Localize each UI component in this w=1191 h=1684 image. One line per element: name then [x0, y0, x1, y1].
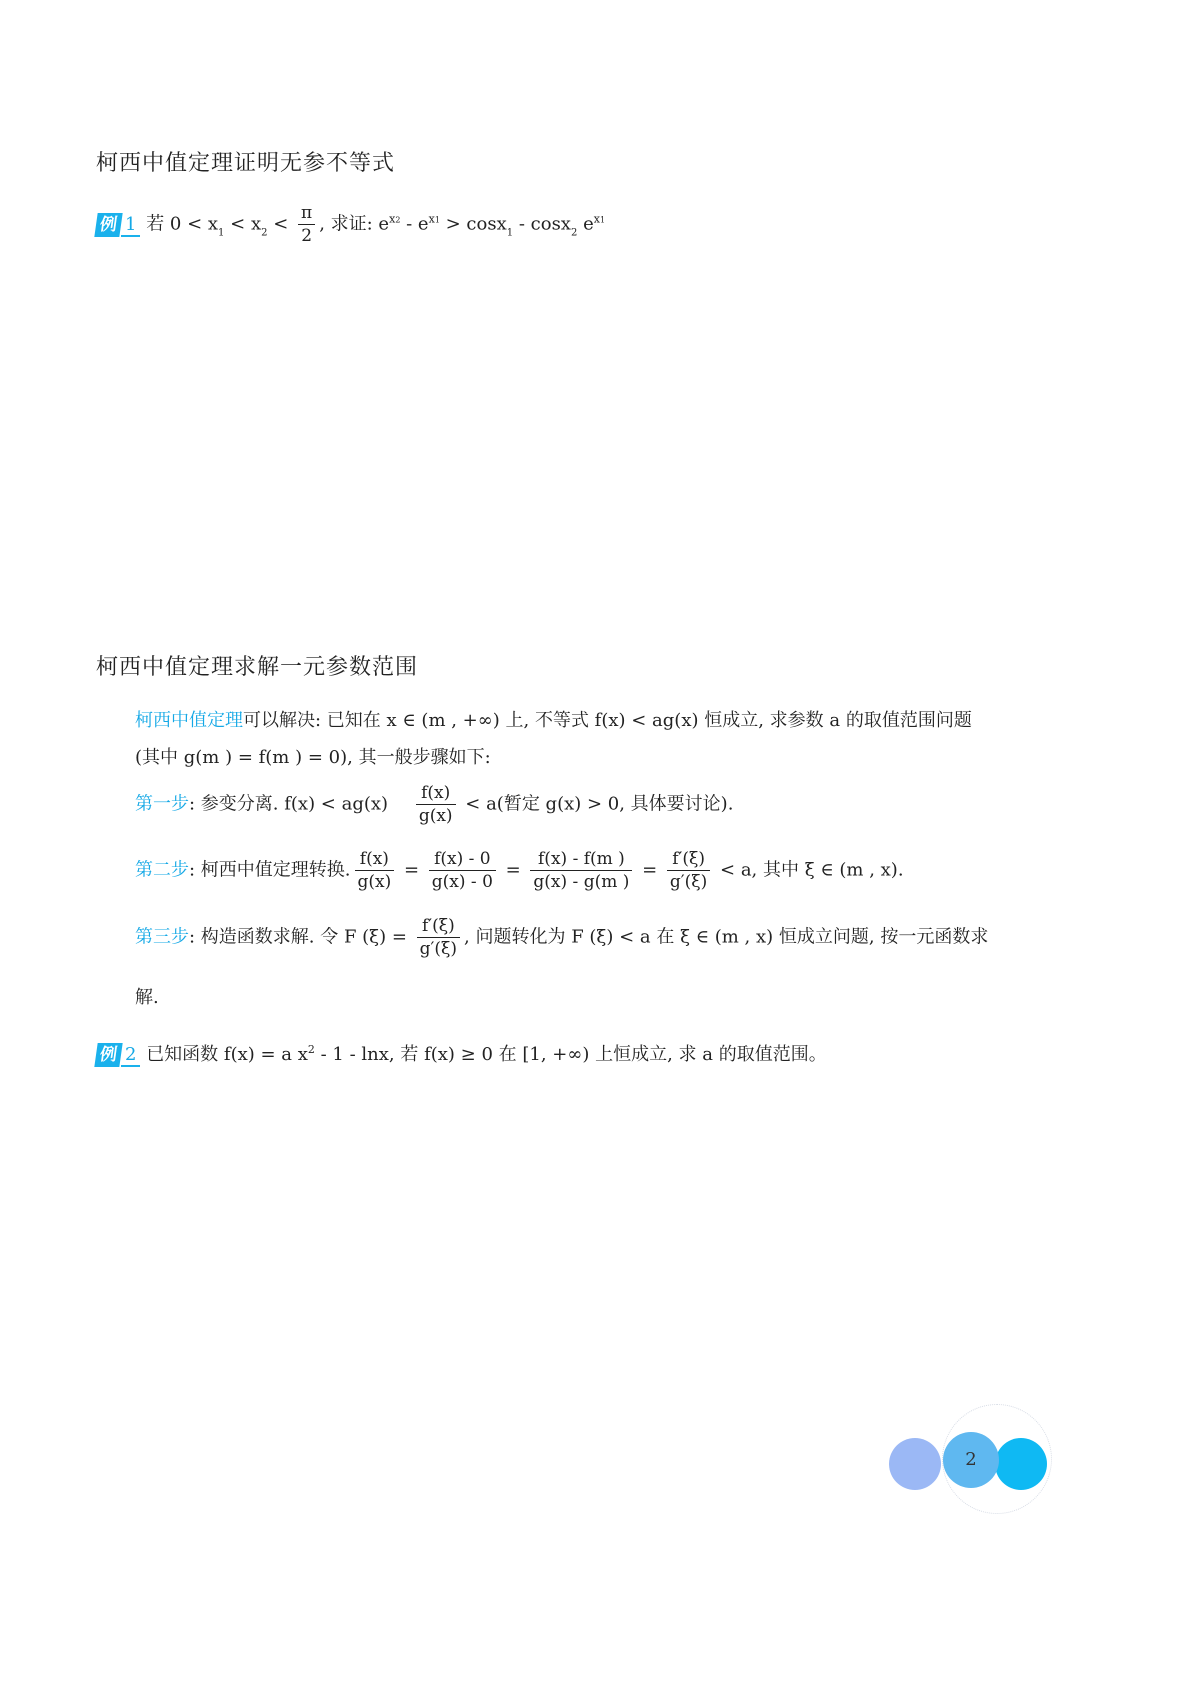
step-text: < a(暂定 g(x) > 0, 具体要讨论). [459, 793, 734, 815]
frac-den: g(x) - 0 [429, 870, 496, 893]
example-number: 1 [121, 214, 140, 237]
equals: = [499, 859, 527, 881]
fraction [667, 848, 710, 893]
ex1-text: > cosx [439, 213, 507, 235]
fraction [416, 782, 456, 827]
step-label: 第三步 [135, 926, 189, 948]
frac-den: g(x) [355, 870, 395, 893]
step-label: 第二步 [135, 859, 189, 881]
section-title-2: 柯西中值定理求解一元参数范围 [96, 655, 419, 680]
step-label: 第一步 [135, 793, 189, 815]
pi-over-2 [298, 202, 315, 247]
page-number: 2 [965, 1449, 977, 1470]
example-number: 2 [121, 1044, 140, 1067]
ex1-sup: x [428, 212, 435, 226]
step-text: , 问题转化为 F (ξ) < a 在 ξ ∈ (m , x) 恒成立问题, 按一元函数求 [464, 926, 989, 948]
intro-text: 可以解决: 已知在 x ∈ (m , +∞) 上, 不等式 f(x) < ag(x) 恒成立, 求参数 a 的取值范围问题 [243, 710, 972, 731]
intro-line-2: (其中 g(m ) = f(m ) = 0), 其一般步骤如下: [135, 747, 491, 768]
frac-num: f(x) - 0 [434, 849, 491, 869]
frac-den: g′(ξ) [417, 937, 460, 960]
ex1-text: < [267, 213, 295, 235]
ex1-text: < x [224, 213, 262, 235]
ex1-sub: 2 [261, 227, 268, 239]
ex1-sub: 2 [570, 227, 578, 239]
example-badge: 例 [94, 213, 122, 237]
ex2-text: 已知函数 f(x) = a x [146, 1044, 308, 1065]
example-badge: 例 [94, 1043, 122, 1067]
ex1-text: e [577, 213, 594, 235]
ex1-text: - e [400, 213, 429, 235]
ex2-text: - 1 - lnx, 若 f(x) ≥ 0 在 [1, +∞) 上恒成立, 求 a 的取值范围。 [314, 1044, 827, 1065]
example-1 [96, 202, 605, 247]
fraction [429, 848, 496, 893]
frac-den: g′(ξ) [667, 870, 710, 893]
example-2 [96, 1040, 827, 1067]
fraction [355, 848, 395, 893]
ex2-sup: 2 [307, 1043, 315, 1056]
equals: = [636, 859, 663, 881]
section-title-1: 柯西中值定理证明无参不等式 [96, 151, 396, 176]
frac-den: g(x) [416, 804, 456, 827]
ex1-text: , 求证: e [319, 213, 390, 235]
ex1-text: 若 0 < x [146, 213, 219, 235]
step-2 [135, 848, 904, 893]
decor-circle-left [889, 1438, 941, 1490]
step-1 [135, 782, 733, 827]
ex1-sup-sub: 1 [599, 215, 606, 225]
ex1-text: - cosx [513, 213, 571, 235]
frac-den: 2 [298, 224, 315, 247]
ex1-sub: 1 [218, 227, 225, 239]
step-3-line-2: 解. [135, 987, 159, 1008]
ex1-sup-sub: 2 [395, 215, 401, 225]
ex1-sub: 1 [506, 227, 514, 239]
step-3 [135, 915, 988, 960]
step-text: < a, 其中 ξ ∈ (m , x). [714, 859, 904, 881]
frac-num: f(x) - f(m ) [538, 849, 625, 869]
ex1-sup-sub: 1 [434, 215, 440, 225]
frac-num: f(x) [421, 783, 451, 803]
frac-den: g(x) - g(m ) [530, 870, 632, 893]
step-text: : 柯西中值定理转换. [189, 859, 351, 881]
fraction [417, 915, 460, 960]
frac-num: f′(ξ) [672, 849, 705, 869]
frac-num: f′(ξ) [421, 916, 455, 936]
frac-num: π [301, 203, 313, 223]
intro-line-1 [135, 706, 972, 732]
cauchy-theorem-link: 柯西中值定理 [135, 710, 243, 731]
fraction [530, 848, 632, 893]
step-text: : 构造函数求解. 令 F (ξ) = [189, 926, 413, 948]
step-text: : 参变分离. f(x) < ag(x) [189, 793, 389, 815]
ex1-sup: x [389, 212, 396, 226]
ex1-sup: x [593, 212, 600, 226]
equals: = [398, 859, 425, 881]
frac-num: f(x) [359, 849, 389, 869]
